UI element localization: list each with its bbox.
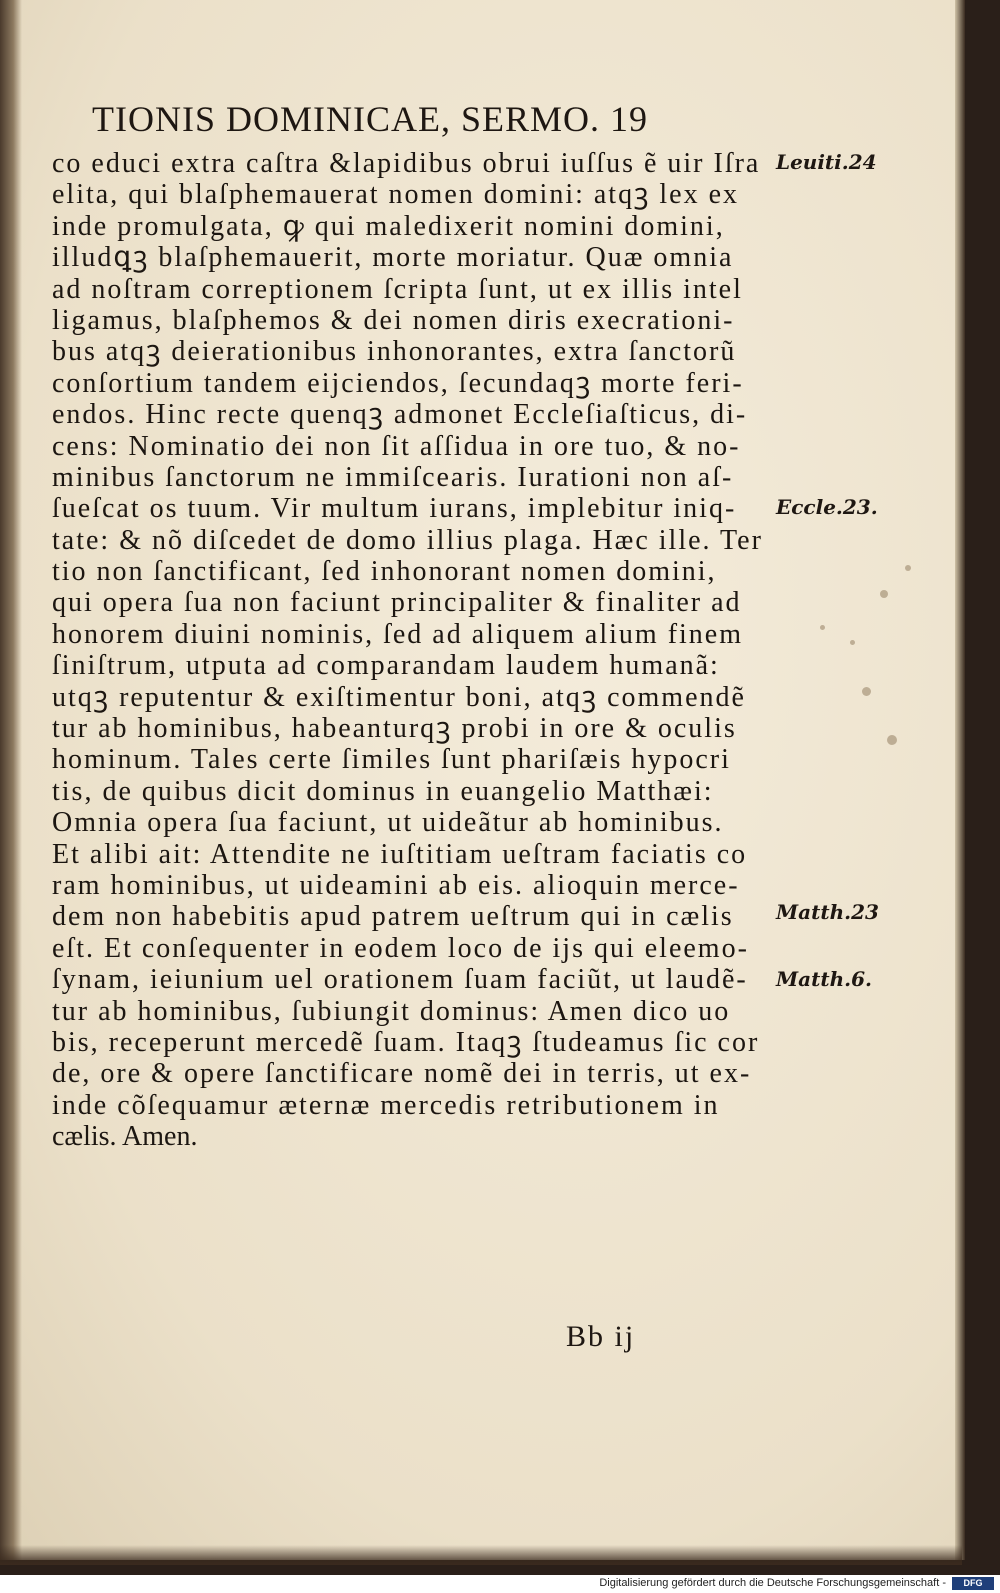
text-line: ſueſcat os tuum. Vir multum iurans, implebitur iniq- xyxy=(52,493,737,525)
text-line: tur ab hominibus, habeanturqꝫ probi in ore & oculis xyxy=(52,713,737,745)
text-line: ram hominibus, ut uideamini ab eis. alioquin merce- xyxy=(52,869,740,901)
text-line: ſynam, ieiunium uel orationem ſuam faciũt, ut laudẽ- xyxy=(52,964,748,996)
running-title: TIONIS DOMINICAE, SERMO. 19 xyxy=(92,99,648,139)
text-line: ſiniſtrum, utputa ad comparandam laudem humanã: xyxy=(52,650,720,682)
paper-spot xyxy=(880,590,888,598)
margin-note-matth-6: Matth.6. xyxy=(776,967,872,991)
text-line: elita, qui blaſphemauerat nomen domini: atqꝫ lex ex xyxy=(52,179,740,211)
body-text xyxy=(52,148,772,1153)
text-line: ligamus, blaſphemos & dei nomen diris execrationi- xyxy=(52,304,735,336)
paper-spot xyxy=(887,735,897,745)
footer-credit: Digitalisierung gefördert durch die Deutsche Forschungsgemeinschaft - xyxy=(599,1577,946,1589)
text-line: eſt. Et conſequenter in eodem loco de ijs qui eleemo- xyxy=(52,932,749,964)
margin-note-matth-23: Matth.23 xyxy=(776,900,879,924)
paper-spot xyxy=(862,687,871,696)
text-line: illudꝗꝫ blaſphemauerit, morte moriatur. Quæ omnia xyxy=(52,242,734,274)
text-line: tis, de quibus dicit dominus in euangelio Matthæi: xyxy=(52,775,714,807)
paper-spot xyxy=(905,565,911,571)
margin-note-eccle: Eccle.23. xyxy=(776,495,878,519)
text-line: de, ore & opere ſanctificare nomẽ dei in terris, ut ex- xyxy=(52,1058,752,1090)
paper-spot xyxy=(820,625,825,630)
text-line: bus atqꝫ deierationibus inhonorantes, extra ſanctorũ xyxy=(52,336,737,368)
text-line: tate: & nõ diſcedet de domo illius plaga. Hæc ille. Ter xyxy=(52,524,763,556)
page-right-edge xyxy=(955,0,965,1560)
text-line: ad noſtram correptionem ſcripta ſunt, ut ex illis intel xyxy=(52,273,743,305)
text-line: hominum. Tales certe ſimiles ſunt phariſæis hypocri xyxy=(52,744,731,776)
text-line: tio non ſanctificant, ſed inhonorant nomen domini, xyxy=(52,556,717,588)
book-spine-shadow xyxy=(0,0,22,1560)
page-bottom-edge xyxy=(0,1545,962,1565)
text-line: cens: Nominatio dei non ſit aſſidua in ore tuo, & no- xyxy=(52,430,741,462)
text-line: endos. Hinc recte quenqꝫ admonet Eccleſiaſticus, di- xyxy=(52,399,748,431)
text-line: tur ab hominibus, ſubiungit dominus: Amen dico uo xyxy=(52,995,731,1027)
text-line: dem non habebitis apud patrem ueſtrum qui in cælis xyxy=(52,901,734,933)
text-line: Et alibi ait: Attendite ne iuſtitiam ueſtram faciatis co xyxy=(52,838,748,870)
text-line: honorem diuini nominis, ſed ad aliquem alium finem xyxy=(52,618,744,650)
text-line: inde promulgata, ꝙ qui maledixerit nomini domini, xyxy=(52,210,725,242)
text-line: Omnia opera ſua faciunt, ut uideãtur ab hominibus. xyxy=(52,807,724,839)
paper-spot xyxy=(850,640,855,645)
text-line: inde cõſequamur æternæ mercedis retributionem in xyxy=(52,1089,720,1121)
text-line: conſortium tandem eijciendos, ſecundaqꝫ morte feri- xyxy=(52,367,744,399)
text-line: co educi extra caſtra &lapidibus obrui iuſſus ẽ uir Iſra xyxy=(52,148,761,179)
text-line: qui opera ſua non faciunt principaliter & finaliter ad xyxy=(52,587,742,619)
dfg-logo: DFG xyxy=(952,1577,994,1590)
text-line: utqꝫ reputentur & exiſtimentur boni, atqꝫ commendẽ xyxy=(52,681,746,713)
text-line: minibus ſanctorum ne immiſcearis. Iurationi non aſ- xyxy=(52,461,734,493)
text-line: bis, receperunt mercedẽ ſuam. Itaqꝫ ſtudeamus ſic cor xyxy=(52,1026,760,1058)
margin-note-leuiti: Leuiti.24 xyxy=(776,150,877,174)
text-line: cælis. Amen. xyxy=(52,1121,198,1153)
signature-mark: Bb ij xyxy=(566,1320,636,1353)
